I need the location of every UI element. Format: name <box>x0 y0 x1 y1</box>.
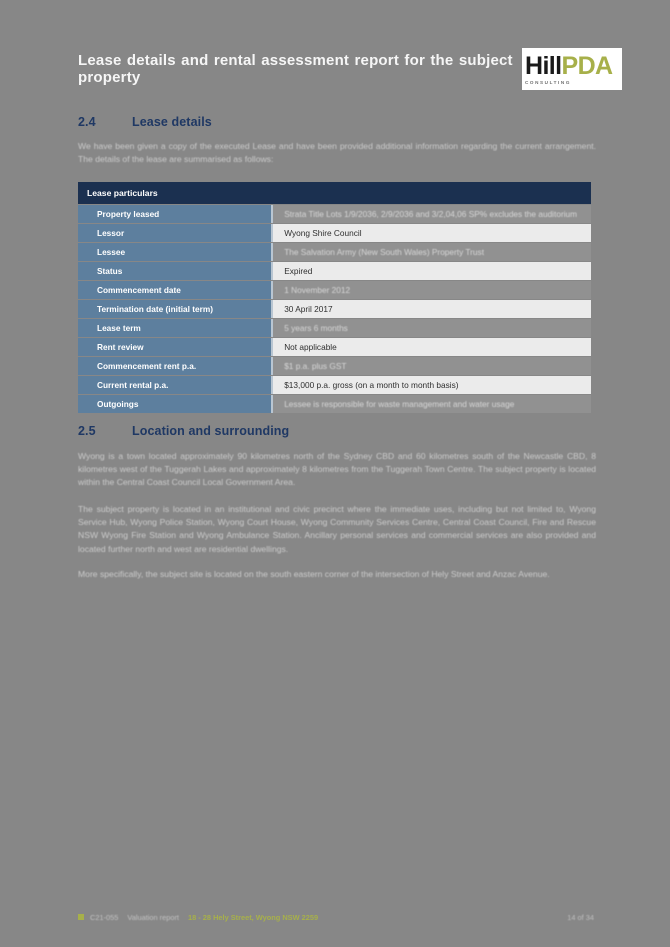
table-header-row <box>78 182 591 204</box>
row-value <box>273 243 591 261</box>
row-value <box>273 376 591 394</box>
section-title: Lease details <box>132 115 212 129</box>
row-value <box>273 395 591 413</box>
row-value-text: 30 April 2017 <box>284 304 333 314</box>
footer-square-icon <box>78 914 84 920</box>
page-footer <box>78 908 594 926</box>
location-paragraph-3: More specifically, the subject site is located on the south eastern corner of the intersection of Hely Street and Anzac Avenue. <box>78 569 550 579</box>
row-label: Property leased <box>78 205 273 223</box>
row-value-obscured: Lessee is responsible for waste management and water usage <box>284 399 515 409</box>
row-value-obscured: The Salvation Army (New South Wales) Property Trust <box>284 247 484 257</box>
section-heading-location <box>78 424 598 438</box>
logo-wordmark <box>525 51 613 80</box>
location-paragraph-1: Wyong is a town located approximately 90 kilometres north of the Sydney CBD and 60 kilometres south of the Newcastle CBD, 8 kilometres west of the Tuggerah Lakes and approximately 8 kilometres from the Tuggerah Town Centre. The subject property is located within the Central Coast Council Local Government Area. <box>78 451 596 488</box>
row-value-text: Expired <box>284 266 313 276</box>
lease-intro-paragraph: We have been given a copy of the executed Lease and have been provided additional information regarding the current arrangement. The details of the lease are summarised as follows: <box>78 141 596 165</box>
table-row <box>78 300 591 318</box>
row-label: Lease term <box>78 319 273 337</box>
table-row <box>78 262 591 280</box>
table-row <box>78 205 591 223</box>
table-row <box>78 243 591 261</box>
footer-document-type: Valuation report <box>127 912 179 922</box>
row-label: Lessor <box>78 224 273 242</box>
header-title: Lease details and rental assessment report for the subject property <box>78 52 513 86</box>
row-label: Status <box>78 262 273 280</box>
section-number: 2.4 <box>78 115 96 129</box>
row-label: Rent review <box>78 338 273 356</box>
row-label: Commencement date <box>78 281 273 299</box>
row-value-obscured: $1 p.a. plus GST <box>284 361 347 371</box>
row-value-text: $13,000 p.a. gross (on a month to month basis) <box>284 380 459 390</box>
row-label: Lessee <box>78 243 273 261</box>
lease-particulars-table <box>78 181 591 414</box>
row-value <box>273 224 591 242</box>
footer-page-number: 14 of 34 <box>567 912 594 922</box>
row-label: Outgoings <box>78 395 273 413</box>
table-row <box>78 224 591 242</box>
row-value <box>273 205 591 223</box>
page-header <box>78 48 622 92</box>
row-label: Commencement rent p.a. <box>78 357 273 375</box>
row-value-obscured: 1 November 2012 <box>284 285 351 295</box>
row-value-text: Wyong Shire Council <box>284 228 362 238</box>
row-value-obscured: 5 years 6 months <box>284 323 348 333</box>
row-value <box>273 357 591 375</box>
row-value-text: Not applicable <box>284 342 337 352</box>
location-paragraph-2: The subject property is located in an institutional and civic precinct where the immediate uses, including but not limited to, Wyong Service Hub, Wyong Police Station, Wyong Court House, Wyong Community Services Centre, Central Coast Council, Fire and Rescue NSW Wyong Fire Station and Wyong Ambulance Station. Ancillary personal services and commercial services are also provided and located further north and west are residential dwellings. <box>78 504 596 554</box>
table-row <box>78 319 591 337</box>
row-value <box>273 319 591 337</box>
table-row <box>78 395 591 413</box>
table-row <box>78 357 591 375</box>
table-header-label: Lease particulars <box>78 182 273 204</box>
table-row <box>78 281 591 299</box>
table-header-value <box>273 182 591 204</box>
row-label: Current rental p.a. <box>78 376 273 394</box>
logo-hill-text: Hill <box>525 51 562 80</box>
row-value <box>273 338 591 356</box>
footer-property-address: 18 - 28 Hely Street, Wyong NSW 2259 <box>188 912 319 922</box>
section-number: 2.5 <box>78 424 96 438</box>
table-row <box>78 338 591 356</box>
row-value <box>273 300 591 318</box>
table-head <box>78 182 591 204</box>
section-heading-lease-details <box>78 115 598 129</box>
section-title: Location and surrounding <box>132 424 290 438</box>
logo-pda-text: PDA <box>561 51 613 80</box>
logo-tagline: CONSULTING <box>525 79 572 85</box>
footer-reference: C21-055 <box>90 912 119 922</box>
table-body <box>78 205 591 413</box>
table-row <box>78 376 591 394</box>
row-value <box>273 281 591 299</box>
hillpda-logo <box>522 48 622 90</box>
row-value-obscured: Strata Title Lots 1/9/2036, 2/9/2036 and 3/2,04,06 SP% excludes the auditorium <box>284 209 578 219</box>
row-value <box>273 262 591 280</box>
row-label: Termination date (initial term) <box>78 300 273 318</box>
